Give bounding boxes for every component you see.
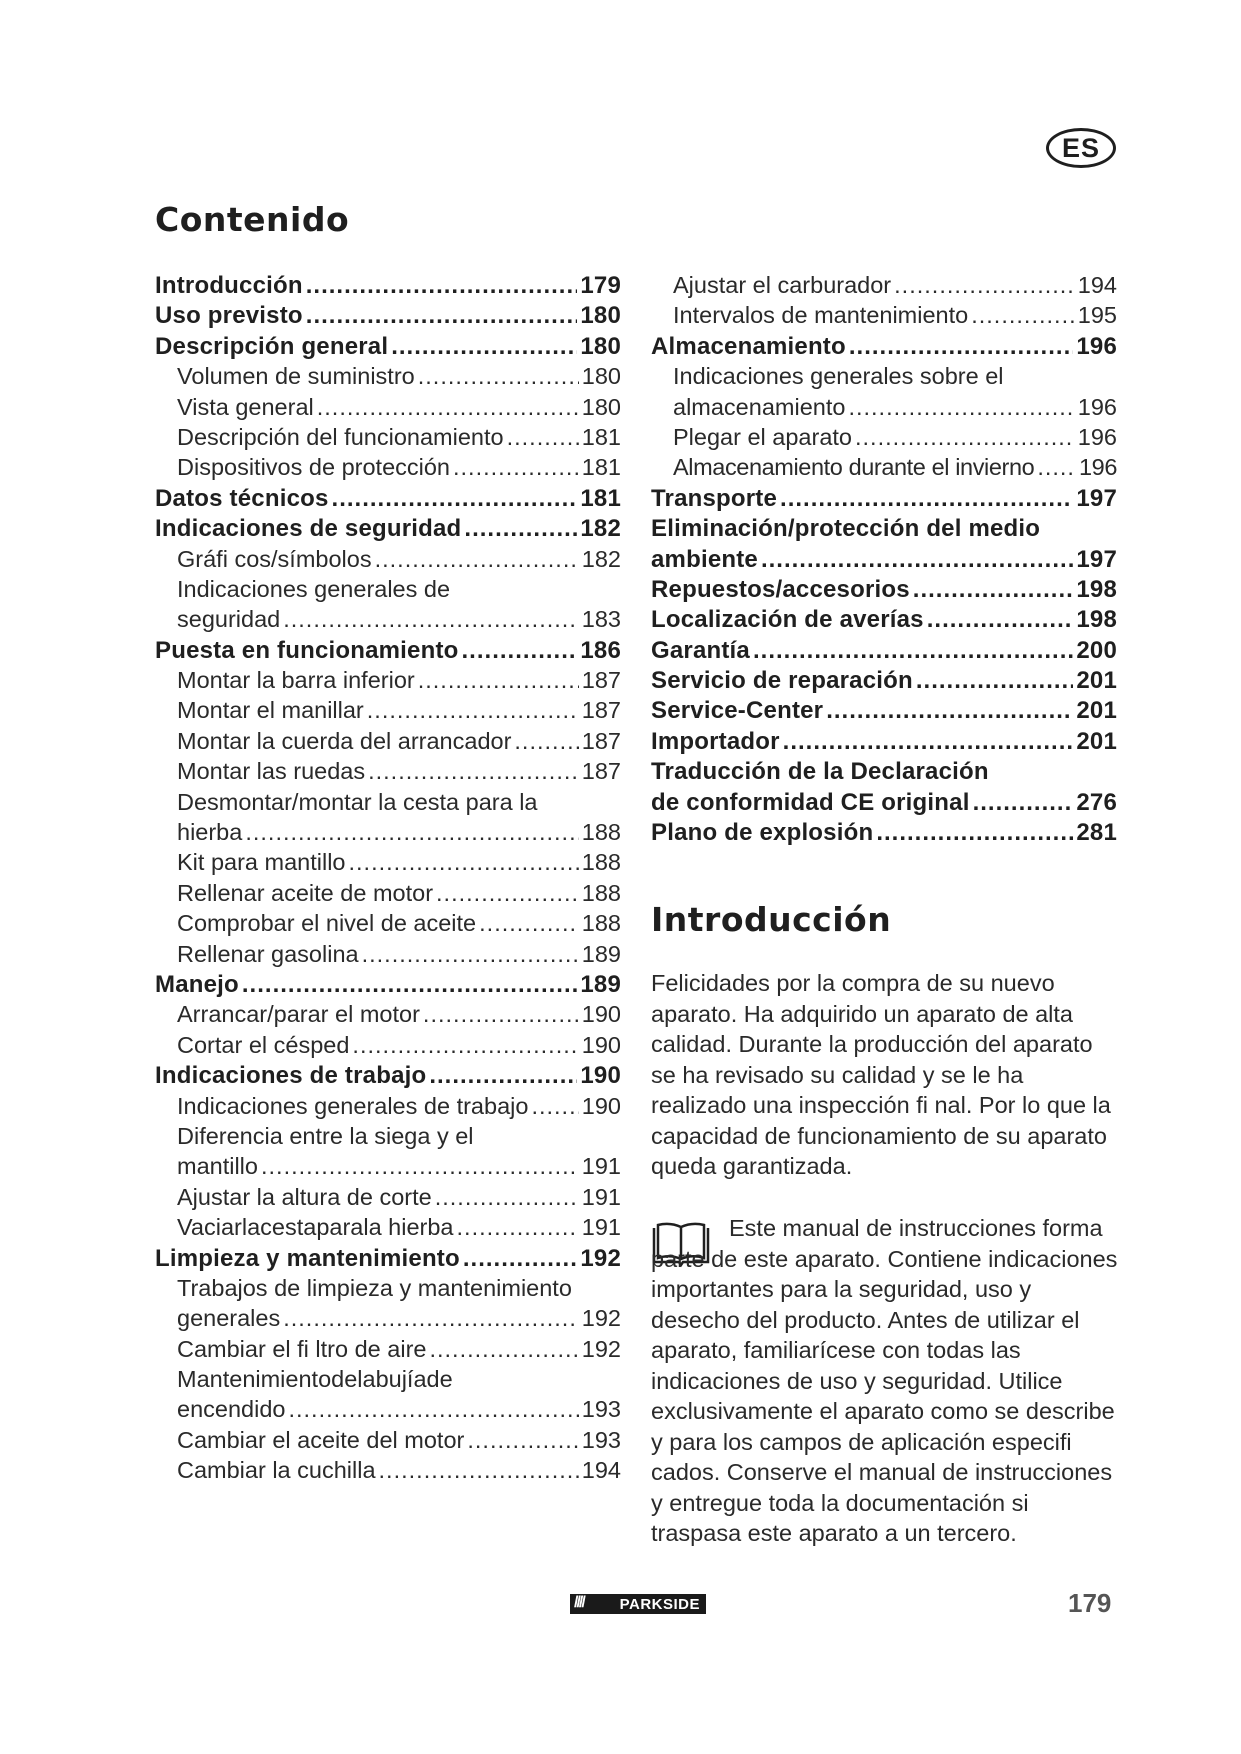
- toc-entry-label: Desmontar/montar la cesta para la: [177, 788, 538, 815]
- toc-entry-label: Uso previsto: [155, 302, 303, 330]
- toc-entry-label: Montar las ruedas: [177, 758, 366, 785]
- toc-entry-label: Almacenamiento durante el invierno: [673, 454, 1035, 481]
- toc-leader-dots: [283, 1305, 579, 1332]
- page-title: Contenido: [155, 200, 350, 239]
- toc-entry-page: 197: [1076, 545, 1117, 573]
- toc-entry: [155, 1123, 621, 1153]
- toc-entry-label: Limpieza y mantenimiento: [155, 1244, 460, 1272]
- toc-entry-label: Indicaciones de trabajo: [155, 1062, 427, 1090]
- toc-right-column: [651, 272, 1117, 849]
- toc-entry-label: Rellenar aceite de motor: [177, 879, 434, 906]
- toc-entry-page: 198: [1076, 606, 1117, 634]
- toc-entry-page: 201: [1076, 667, 1117, 695]
- toc-entry-label: Mantenimientodelabujíade: [177, 1366, 453, 1393]
- toc-entry-label: Volumen de suministro: [177, 363, 415, 390]
- toc-entry-page: 180: [580, 302, 621, 330]
- toc-entry: [651, 667, 1117, 697]
- toc-entry-page: 179: [580, 272, 621, 299]
- toc-leader-dots: [367, 697, 579, 724]
- toc-entry-page: 188: [581, 849, 621, 876]
- toc-entry-page: 180: [581, 363, 621, 390]
- toc-entry: [155, 1336, 621, 1366]
- toc-leader-dots: [849, 333, 1073, 361]
- toc-leader-dots: [457, 1214, 579, 1241]
- toc-entry: [155, 363, 621, 393]
- toc-leader-dots: [826, 697, 1073, 725]
- toc-entry: [651, 302, 1117, 332]
- toc-entry-page: 201: [1076, 727, 1117, 755]
- toc-entry-label: Indicaciones generales sobre el: [673, 363, 1004, 390]
- toc-entry-page: 187: [581, 667, 621, 694]
- toc-leader-dots: [379, 1457, 579, 1484]
- toc-entry-page: 192: [581, 1335, 621, 1362]
- toc-entry: [155, 789, 621, 819]
- toc-entry-label: Garantía: [651, 636, 750, 664]
- toc-entry-label: ambiente: [651, 545, 758, 573]
- toc-leader-dots: [855, 424, 1075, 451]
- toc-entry-label: Cambiar el aceite del motor: [177, 1426, 465, 1453]
- toc-entry: [651, 363, 1117, 393]
- toc-entry-page: 182: [580, 515, 621, 543]
- toc-entry-label: Vaciarlacestaparala hierba: [177, 1214, 454, 1241]
- toc-entry-label: Comprobar el nivel de aceite: [177, 910, 477, 937]
- parkside-logo: [570, 1594, 706, 1614]
- toc-entry-label: Montar el manillar: [177, 697, 364, 724]
- toc-entry-label: Diferencia entre la siega y el: [177, 1122, 474, 1149]
- toc-entry-label: Trabajos de limpieza y mantenimiento: [177, 1274, 572, 1301]
- toc-entry-page: 193: [581, 1396, 621, 1423]
- toc-entry-page: 190: [581, 1031, 621, 1058]
- toc-entry-label: Indicaciones generales de: [177, 575, 451, 602]
- toc-entry-page: 195: [1077, 302, 1117, 329]
- toc-leader-dots: [971, 302, 1075, 329]
- toc-entry: [155, 333, 621, 363]
- toc-leader-dots: [531, 1093, 578, 1120]
- toc-leader-dots: [288, 1396, 578, 1423]
- toc-entry-page: 186: [580, 636, 621, 664]
- toc-entry-page: 188: [581, 819, 621, 846]
- toc-entry: [651, 333, 1117, 363]
- toc-leader-dots: [429, 1062, 577, 1090]
- toc-entry-page: 188: [581, 879, 621, 906]
- brand-label: PARKSIDE: [619, 1595, 700, 1613]
- toc-leader-dots: [761, 546, 1073, 574]
- toc-entry: [155, 849, 621, 879]
- toc-entry-page: 187: [581, 727, 621, 754]
- toc-entry-label: hierba: [177, 819, 243, 846]
- toc-entry: [155, 272, 621, 302]
- toc-entry-label: Manejo: [155, 970, 239, 998]
- toc-entry-page: 180: [580, 332, 621, 360]
- toc-leader-dots: [261, 1153, 579, 1180]
- toc-entry-page: 200: [1076, 636, 1117, 664]
- toc-entry-label: Eliminación/protección del medio: [651, 515, 1041, 543]
- introduction-paragraph-1: Felicidades por la compra de su nuevo aparato. Ha adquirido un aparato de alta calidad. Durante la producción del aparato se ha revisado su calidad y se le ha realizado una inspección fi nal. Por lo que la capacidad de funcionamiento de su aparato queda garantizada.: [651, 970, 1111, 1179]
- toc-leader-dots: [514, 728, 578, 755]
- toc-leader-dots: [780, 485, 1073, 513]
- toc-entry-page: 187: [581, 697, 621, 724]
- toc-entry: [651, 272, 1117, 302]
- toc-entry-page: 276: [1076, 788, 1117, 816]
- toc-entry: [651, 485, 1117, 515]
- toc-entry-label: Almacenamiento: [651, 332, 846, 360]
- toc-leader-dots: [423, 1001, 579, 1028]
- toc-entry-page: 187: [581, 758, 621, 785]
- toc-entry-page: 190: [581, 1092, 621, 1119]
- toc-entry-label: Cortar el césped: [177, 1031, 350, 1058]
- toc-entry-page: 192: [580, 1244, 621, 1272]
- toc-entry-label: Descripción general: [155, 332, 389, 360]
- toc-entry: [651, 789, 1117, 819]
- toc-entry: [651, 637, 1117, 667]
- toc-entry-page: 190: [580, 1062, 621, 1090]
- toc-leader-dots: [317, 394, 579, 421]
- toc-leader-dots: [306, 302, 578, 330]
- toc-entry: [155, 1153, 621, 1183]
- toc-entry-page: 181: [581, 454, 621, 481]
- toc-entry: [651, 576, 1117, 606]
- toc-entry: [155, 971, 621, 1001]
- toc-leader-dots: [391, 333, 577, 361]
- toc-entry-page: 181: [581, 423, 621, 450]
- toc-entry: [155, 485, 621, 515]
- toc-entry-page: 201: [1076, 697, 1117, 725]
- toc-entry: [155, 576, 621, 606]
- toc-leader-dots: [245, 819, 578, 846]
- toc-entry-page: 189: [580, 970, 621, 998]
- toc-entry-label: Descripción del funcionamiento: [177, 423, 504, 450]
- toc-entry-page: 191: [581, 1214, 621, 1241]
- toc-entry-label: mantillo: [177, 1153, 258, 1180]
- toc-leader-dots: [848, 394, 1074, 421]
- toc-entry: [155, 667, 621, 697]
- toc-entry-label: almacenamiento: [673, 393, 846, 420]
- toc-entry-label: Gráfi cos/símbolos: [177, 545, 372, 572]
- toc-entry: [651, 697, 1117, 727]
- toc-entry: [155, 515, 621, 545]
- toc-entry-label: Vista general: [177, 393, 314, 420]
- toc-entry-page: 180: [581, 393, 621, 420]
- toc-entry: [155, 1396, 621, 1426]
- toc-entry-label: Cambiar la cuchilla: [177, 1457, 376, 1484]
- toc-entry: [155, 1214, 621, 1244]
- toc-entry-label: Plano de explosión: [651, 819, 874, 847]
- toc-entry: [155, 302, 621, 332]
- toc-entry-page: 196: [1077, 393, 1117, 420]
- toc-leader-dots: [1037, 454, 1076, 481]
- toc-entry: [155, 1032, 621, 1062]
- toc-entry: [155, 546, 621, 576]
- toc-entry: [155, 394, 621, 424]
- toc-entry-page: 196: [1077, 423, 1117, 450]
- toc-entry-page: 194: [1077, 272, 1117, 298]
- toc-leader-dots: [435, 1184, 579, 1211]
- toc-entry: [155, 1305, 621, 1335]
- toc-leader-dots: [429, 1336, 578, 1363]
- toc-entry: [155, 1457, 621, 1487]
- toc-entry-page: 190: [581, 1001, 621, 1028]
- logo-slashes-icon: ////: [574, 1594, 584, 1611]
- toc-entry-label: seguridad: [177, 606, 281, 633]
- toc-leader-dots: [753, 637, 1073, 665]
- toc-entry: [155, 454, 621, 484]
- toc-entry-page: 192: [581, 1305, 621, 1332]
- toc-leader-dots: [283, 606, 579, 633]
- toc-entry-page: 194: [581, 1457, 621, 1484]
- toc-entry-label: Importador: [651, 727, 780, 755]
- toc-entry: [155, 606, 621, 636]
- toc-leader-dots: [352, 1032, 578, 1059]
- toc-entry-page: 281: [1076, 819, 1117, 847]
- toc-entry-label: de conformidad CE original: [651, 788, 970, 816]
- toc-entry-label: Ajustar el carburador: [673, 272, 892, 298]
- toc-leader-dots: [479, 910, 579, 937]
- toc-entry: [651, 424, 1117, 454]
- toc-entry: [651, 546, 1117, 576]
- toc-entry: [651, 819, 1117, 849]
- toc-entry: [155, 1366, 621, 1396]
- toc-leader-dots: [368, 758, 579, 785]
- toc-entry: [155, 880, 621, 910]
- toc-entry-label: Datos técnicos: [155, 484, 329, 512]
- page-number: 179: [1068, 1588, 1112, 1618]
- toc-entry-label: Indicaciones generales de trabajo: [177, 1092, 529, 1119]
- toc-leader-dots: [913, 576, 1074, 604]
- toc-entry: [155, 1001, 621, 1031]
- toc-entry-page: 193: [581, 1426, 621, 1453]
- toc-leader-dots: [418, 363, 579, 390]
- toc-entry-label: Traducción de la Declaración: [651, 758, 989, 786]
- toc-entry: [651, 454, 1117, 484]
- toc-entry: [155, 1093, 621, 1123]
- toc-leader-dots: [467, 1427, 578, 1454]
- toc-entry-page: 188: [581, 910, 621, 937]
- toc-entry-label: Montar la cuerda del arrancador: [177, 727, 512, 754]
- toc-entry-label: Cambiar el fi ltro de aire: [177, 1335, 427, 1362]
- toc-entry: [155, 758, 621, 788]
- toc-entry: [651, 515, 1117, 545]
- toc-leader-dots: [436, 880, 579, 907]
- toc-leader-dots: [375, 546, 579, 573]
- toc-leader-dots: [783, 728, 1074, 756]
- language-badge: ES: [1046, 128, 1116, 168]
- toc-leader-dots: [876, 819, 1073, 847]
- introduction-paragraph-2: Este manual de instrucciones forma parte de este aparato. Contiene indicaciones importantes para la seguridad, uso y desecho del producto. Antes de utilizar el aparato, familiarícese con todas las indicaciones de uso y seguridad. Utilice exclusivamente el aparato como se describe y para los campos de aplicación especifi cados. Conserve el manual de instrucciones y entregue toda la documentación si traspasa este aparato a un tercero.: [651, 1215, 1118, 1546]
- toc-entry-label: encendido: [177, 1396, 286, 1423]
- toc-leader-dots: [349, 849, 579, 876]
- toc-leader-dots: [916, 667, 1073, 695]
- toc-entry-label: Introducción: [155, 272, 303, 299]
- toc-entry-label: Intervalos de mantenimiento: [673, 302, 969, 329]
- toc-leader-dots: [463, 1245, 577, 1273]
- toc-leader-dots: [362, 941, 579, 968]
- toc-entry-page: 183: [581, 606, 621, 633]
- toc-entry-page: 182: [581, 545, 621, 572]
- toc-entry: [155, 1184, 621, 1214]
- toc-entry-label: Servicio de reparación: [651, 667, 913, 695]
- toc-entry-label: Indicaciones de seguridad: [155, 515, 462, 543]
- toc-entry-label: Rellenar gasolina: [177, 940, 359, 967]
- toc-entry-label: Service-Center: [651, 697, 824, 725]
- toc-leader-dots: [507, 424, 579, 451]
- toc-leader-dots: [306, 272, 578, 300]
- toc-entry-page: 191: [581, 1153, 621, 1180]
- toc-entry-label: Puesta en funcionamiento: [155, 636, 459, 664]
- toc-entry-page: 189: [581, 940, 621, 967]
- toc-entry: [155, 941, 621, 971]
- toc-entry-label: Plegar el aparato: [673, 423, 852, 450]
- toc-entry-page: 197: [1076, 484, 1117, 512]
- toc-entry-label: Dispositivos de protección: [177, 454, 450, 481]
- toc-entry-page: 198: [1076, 575, 1117, 603]
- toc-entry: [155, 728, 621, 758]
- toc-leader-dots: [332, 485, 578, 513]
- toc-leader-dots: [973, 789, 1074, 817]
- toc-entry: [155, 697, 621, 727]
- toc-entry-label: Repuestos/accesorios: [651, 575, 910, 603]
- toc-entry-label: Kit para mantillo: [177, 849, 346, 876]
- toc-entry: [155, 910, 621, 940]
- toc-entry-label: Transporte: [651, 484, 778, 512]
- toc-entry-label: Ajustar la altura de corte: [177, 1183, 432, 1210]
- toc-entry: [651, 728, 1117, 758]
- introduction-heading: Introducción: [651, 900, 892, 939]
- toc-leader-dots: [453, 454, 579, 481]
- toc-entry: [155, 637, 621, 667]
- toc-entry: [155, 1275, 621, 1305]
- toc-leader-dots: [418, 667, 579, 694]
- toc-leader-dots: [894, 272, 1075, 299]
- toc-entry-page: 191: [581, 1183, 621, 1210]
- toc-entry-label: Localización de averías: [651, 606, 924, 634]
- toc-entry: [651, 394, 1117, 424]
- toc-leader-dots: [462, 637, 578, 665]
- toc-entry: [155, 1245, 621, 1275]
- toc-entry: [155, 1062, 621, 1092]
- toc-entry: [155, 1427, 621, 1457]
- toc-entry-page: 181: [580, 484, 621, 512]
- toc-entry-page: 196: [1076, 332, 1117, 360]
- toc-entry: [651, 606, 1117, 636]
- toc-entry-label: generales: [177, 1305, 281, 1332]
- toc-entry: [651, 758, 1117, 788]
- toc-leader-dots: [242, 971, 577, 999]
- toc-entry-page: 196: [1078, 454, 1117, 481]
- toc-entry: [155, 819, 621, 849]
- toc-entry-label: Arrancar/parar el motor: [177, 1001, 420, 1028]
- toc-leader-dots: [464, 515, 577, 543]
- toc-entry: [155, 424, 621, 454]
- toc-left-column: [155, 272, 621, 1488]
- toc-entry-label: Montar la barra inferior: [177, 667, 415, 694]
- toc-leader-dots: [927, 606, 1074, 634]
